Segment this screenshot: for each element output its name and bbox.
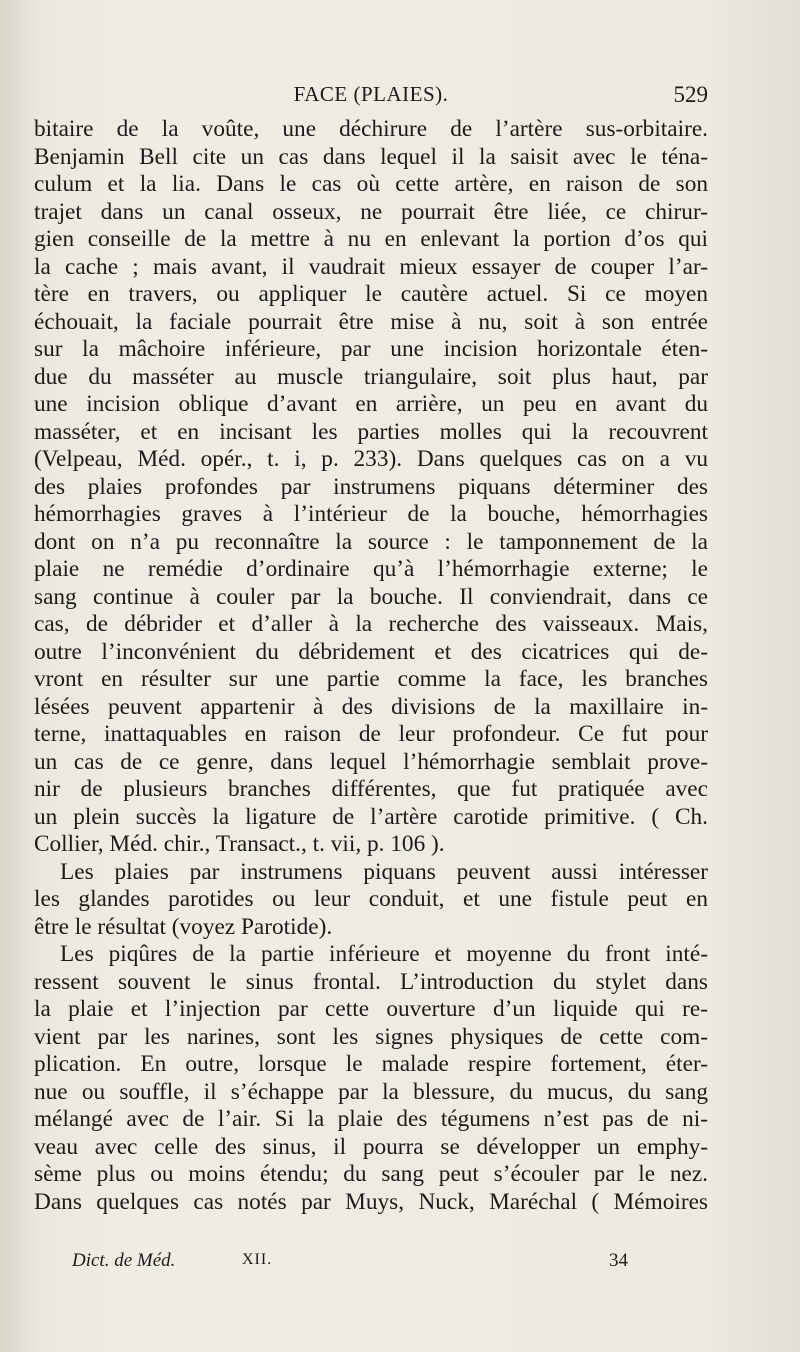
text-line: être le résultat (voyez Parotide). [34, 913, 333, 940]
text-line: terne, inattaquables en raison de leur profondeur. Ce fut pour [34, 721, 708, 747]
text-line: un cas de ce genre, dans lequel l’hémorrhagie semblait prove- [34, 748, 708, 775]
page-number: 529 [673, 82, 708, 107]
footer-sheet-number: 34 [609, 1250, 628, 1271]
text-line: masséter, et en incisant les parties molles qui la recouvrent [34, 418, 708, 445]
footer-signature: Dict. de Méd. [72, 1250, 176, 1271]
text-line: la plaie et l’injection par cette ouverture d’un liquide qui re- [34, 996, 708, 1022]
text-line: un plein succès la ligature de l’artère carotide primitive. ( Ch. [34, 803, 708, 830]
text-line: les glandes parotides ou leur conduit, et une fistule peut en [34, 886, 708, 912]
text-line: lésées peuvent appartenir à des divisions de la maxillaire in- [34, 693, 708, 720]
text-line: tère en travers, ou appliquer le cautère actuel. Si ce moyen [34, 281, 708, 307]
text-line: sème plus ou moins étendu; du sang peut s’écouler par le nez. [34, 1161, 708, 1187]
text-line: sang continue à couler par la bouche. Il conviendrait, dans ce [34, 583, 708, 610]
footer-volume: XII. [242, 1251, 273, 1268]
text-line: trajet dans un canal osseux, ne pourrait être liée, ce chirur- [34, 198, 708, 225]
text-line: mélangé avec de l’air. Si la plaie des tégumens n’est pas de ni- [34, 1106, 708, 1132]
text-line: culum et la lia. Dans le cas où cette artère, en raison de son [34, 171, 708, 197]
text-line: Collier, Méd. chir., Transact., t. vii, p. 106 ). [34, 831, 445, 857]
text-line: la cache ; mais avant, il vaudrait mieux essayer de couper l’ar- [34, 253, 708, 280]
text-line: Benjamin Bell cite un cas dans lequel il la saisit avec le téna- [34, 143, 708, 170]
page-header [34, 78, 708, 112]
text-line: Dans quelques cas notés par Muys, Nuck, Maréchal ( Mémoires [34, 1188, 708, 1215]
text-line: Les piqûres de la partie inférieure et moyenne du front inté- [60, 941, 708, 967]
text-line: vient par les narines, sont les signes physiques de cette com- [34, 1023, 708, 1050]
text-line: sur la mâchoire inférieure, par une incision horizontale éten- [34, 336, 708, 362]
text-line: vront en résulter sur une partie comme la face, les branches [34, 666, 708, 692]
text-line: échouait, la faciale pourrait être mise à nu, soit à son entrée [34, 308, 708, 335]
text-line: hémorrhagies graves à l’intérieur de la bouche, hémorrhagies [34, 501, 708, 527]
text-line: dont on n’a pu reconnaître la source : le tamponnement de la [34, 528, 708, 555]
text-line: ressent souvent le sinus frontal. L’introduction du stylet dans [34, 968, 708, 995]
text-line: cas, de débrider et d’aller à la recherche des vaisseaux. Mais, [34, 611, 708, 637]
text-line: plaie ne remédie d’ordinaire qu’à l’hémorrhagie externe; le [34, 556, 708, 582]
text-line: gien conseille de la mettre à nu en enlevant la portion d’os qui [34, 226, 708, 252]
page-footer [72, 1250, 632, 1280]
text-line: nue ou souffle, il s’échappe par la blessure, du mucus, du sang [34, 1078, 708, 1105]
text-line: plication. En outre, lorsque le malade respire fortement, éter- [34, 1051, 708, 1077]
text-line: des plaies profondes par instrumens piquans déterminer des [34, 473, 708, 500]
running-title: FACE (PLAIES). [293, 82, 449, 106]
text-line: due du masséter au muscle triangulaire, soit plus haut, par [34, 363, 708, 390]
text-line: une incision oblique d’avant en arrière, un peu en avant du [34, 391, 708, 417]
text-line: bitaire de la voûte, une déchirure de l’artère sus-orbitaire. [34, 116, 708, 142]
text-line: nir de plusieurs branches différentes, que fut pratiquée avec [34, 776, 708, 802]
text-line: (Velpeau, Méd. opér., t. i, p. 233). Dans quelques cas on a vu [34, 446, 708, 472]
body-text [34, 116, 708, 1216]
text-line: Les plaies par instrumens piquans peuvent aussi intéresser [60, 858, 708, 885]
text-line: outre l’inconvénient du débridement et des cicatrices qui de- [34, 638, 708, 665]
text-line: veau avec celle des sinus, il pourra se développer un emphy- [34, 1133, 708, 1160]
